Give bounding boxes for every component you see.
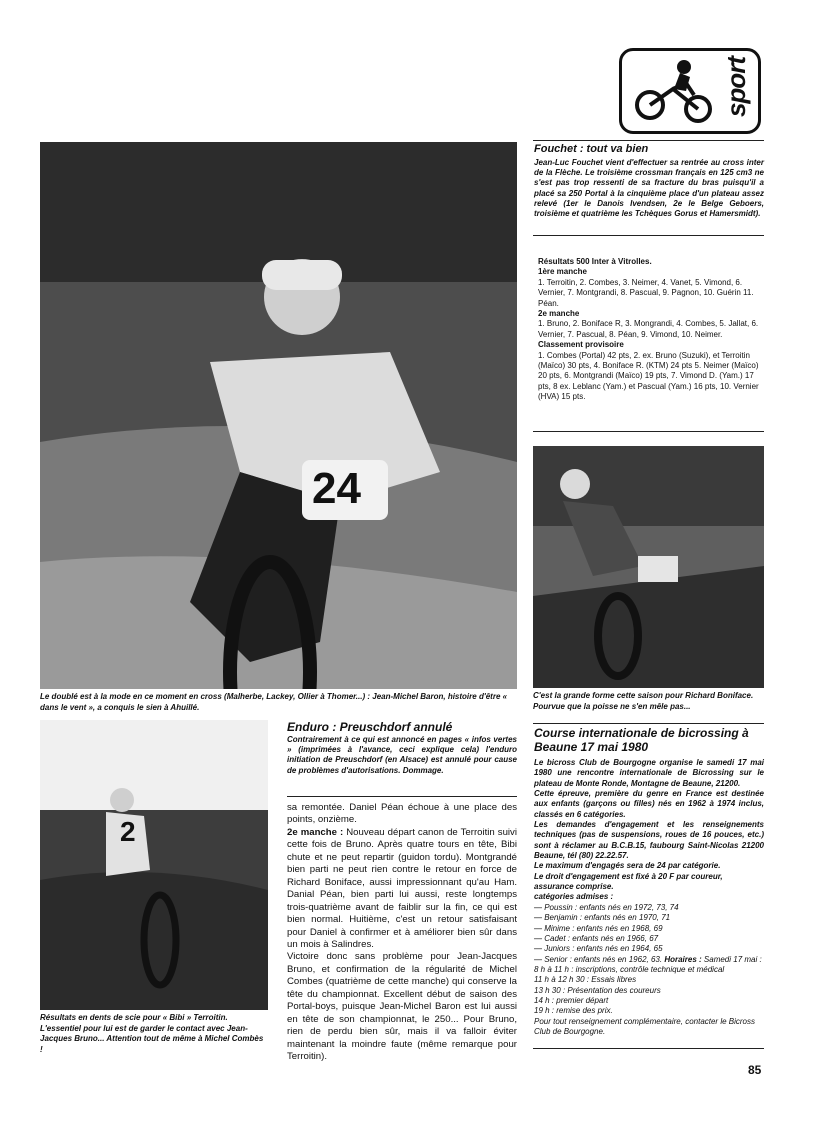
category-item: — Poussin : enfants nés en 1972, 73, 74: [534, 902, 679, 912]
category-item: — Juniors : enfants nés en 1964, 65: [534, 944, 663, 954]
logo-text: sport: [721, 57, 751, 117]
schedule-item: 19 h : remise des prix.: [534, 1006, 613, 1016]
bicross-body: [534, 758, 764, 1037]
bicross-title: Course internationale de bicrossing à Beaune 17 mai 1980: [534, 726, 749, 754]
divider: [533, 235, 764, 236]
results-box: [538, 257, 764, 403]
results-standing-title: Classement provisoire: [538, 340, 624, 350]
right-photo-caption: C'est la grande forme cette saison pour Richard Boniface. Pourvue que la poisse ne s'en mêle pas...: [533, 691, 754, 711]
motocross-rider-icon: [628, 55, 718, 129]
divider: [533, 1048, 764, 1049]
small-photo-caption: Résultats en dents de scie pour « Bibi » Terroitin. L'essentiel pour lui est de garder le contact avec Jean-Jacques Bruno... Attention tout de même à Michel Combès !: [40, 1013, 264, 1054]
right-photo: [533, 446, 764, 688]
category-item: — Senior : enfants nés en 1962, 63.: [534, 954, 663, 964]
round2-label: 2e manche :: [287, 826, 344, 838]
category-item: — Benjamin : enfants nés en 1970, 71: [534, 913, 671, 923]
bicross-paragraph: Le droit d'engagement est fixé à 20 F par coureur, assurance comprise.: [534, 871, 723, 892]
enduro-text: Contrairement à ce qui est annoncé en pages « infos vertes » (imprimées à l'avance, ceci explique cela) l'enduro initiation de Preuschdorf (en Alsace) est annulé pour cause de problèmes d'autorisations. Dommage.: [287, 735, 517, 775]
bicross-paragraph: Le maximum d'engagés sera de 24 par catégorie.: [534, 861, 721, 871]
divider: [287, 796, 517, 797]
bicross-paragraph: Cette épreuve, première du genre en France est destinée aux enfants (garçons ou filles) nés en 1962 à 1974 inclus, classés en 6 catégories.: [534, 789, 764, 819]
article-paragraph: [287, 827, 517, 952]
article-body: [287, 802, 517, 1064]
enduro-title: Enduro : Preuschdorf annulé: [287, 720, 453, 734]
article-paragraph: sa remontée. Daniel Péan échoue à une place des points, onzième.: [287, 802, 517, 826]
race-number: 2: [120, 816, 136, 847]
main-photo-caption: Le doublé est à la mode en ce moment en cross (Malherbe, Lackey, Ollier à Thomer...) : Jean-Michel Baron, histoire d'être « dans le vent », a conquis le sien à Ahuillé.: [40, 692, 508, 712]
bicross-paragraph: catégories admises :: [534, 892, 614, 902]
schedule-item: 14 h : premier départ: [534, 995, 609, 1005]
schedule-item: 11 h à 12 h 30 : Essais libres: [534, 975, 637, 985]
schedule-item: 13 h 30 : Présentation des coureurs: [534, 985, 661, 995]
category-item: — Minime : enfants nés en 1968, 69: [534, 923, 663, 933]
fouchet-text: Jean-Luc Fouchet vient d'effectuer sa rentrée au cross inter de la Flèche. Le troisième crossman français en 125 cm3 ne s'est pas trop ressenti de sa fracture du bras puisqu'il a placé sa 250 Portal à la cinquième place d'un plateau assez relevé (1er le Danois Ivendsen, 2e le Belge Geboers, troisième et quatrième les Tchèques Gorus et Hamersmidt).: [534, 158, 764, 219]
fouchet-title: Fouchet : tout va bien: [534, 143, 649, 155]
category-item: — Cadet : enfants nés en 1966, 67: [534, 933, 659, 943]
page-number: 85: [748, 1063, 762, 1077]
results-round1-text: 1. Terroitin, 2. Combes, 3. Neimer, 4. Vanet, 5. Vimond, 6. Vernier, 7. Montgrandi, 8. Pascual, 9. Pagnon, 10. Guérin 11. Péan.: [538, 277, 754, 308]
contact-text: Pour tout renseignement complémentaire, contacter le Bicross Club de Bourgogne.: [534, 1016, 755, 1036]
results-round1-title: 1ère manche: [538, 267, 587, 277]
bicross-paragraph: Les demandes d'engagement et les renseignements techniques (pas de suspensions, roues de 16 pouces, etc.) sont à réclamer au B.C.B.15, faubourg Saint-Nicolas 21200 Beaune, tél (80) 22.22.57.: [534, 820, 764, 861]
sport-logo: [619, 48, 761, 134]
small-photo: [40, 720, 268, 1010]
results-round2-text: 1. Bruno, 2. Boniface R, 3. Mongrandi, 4. Combes, 5. Jallat, 6. Vernier, 7. Pascual, 8. Péan, 9. Vimond, 10. Neimer.: [538, 319, 759, 339]
main-photo: [40, 142, 517, 689]
hours-label: Horaires :: [664, 954, 702, 964]
divider: [533, 431, 764, 432]
results-round2-title: 2e manche: [538, 309, 580, 319]
round2-text: Nouveau départ canon de Terroitin suivi cette fois de Bruno. Après quatre tours en tête, Bibi chute et ne peut repartir (guidon tordu). Montgrandé bien parti ne peut rien contre le retour en force de Richard Boniface, aussi impressionnant qu'au Ham. Danial Péan, bien parti lui aussi, reste longtemps trois-quatrième avant de faiblir sur la fin, ce qui est bien normal. Huitième, c'est un retour satisfaisant pour Daniel à confirmer et à améliorer bien sûr dans un mois à Salindres.: [287, 826, 517, 950]
results-standing-text: 1. Combes (Portal) 42 pts, 2. ex. Bruno (Suzuki), et Terroitin (Maïco) 30 pts, 4. Boniface R. (KTM) 24 pts 5. Neimer (Maïco) 20 pts, 6. Montgrandi (Maïco) 19 pts, 7. Vimond D. (Yam.) 17 pts, 8 ex. Leblanc (Yam.) et Pascual (Yam.) 16 pts, 10. Vernier (HVA) 15 pts.: [538, 350, 759, 402]
race-number: 24: [312, 464, 361, 513]
hours-text: Samedi 17 mai : 8 h à 11 h : inscriptions, contrôle technique et médical: [534, 954, 762, 974]
category-item-with-hours: [534, 955, 764, 976]
divider: [533, 140, 764, 141]
bicross-paragraph: Le bicross Club de Bourgogne organise le samedi 17 mai 1980 une rencontre internationale de Bicrossing sur le plateau de Monte Ronde, Montagne de Beaune, 21200.: [534, 758, 764, 788]
divider: [533, 723, 764, 724]
article-paragraph: Victoire donc sans problème pour Jean-Jacques Bruno, et confirmation de la régularité de Michel Combes (quatrième de cette manche) qui conserve la tête du championnat. Excellent début de saison des Portal-boys, puisque Jean-Michel Baron est lui aussi en tête de son championnat, le 250... Pour Bruno, rien de perdu bien sûr, mais il va falloir éviter maintenant la moindre faute (même remarque pour Terroitin).: [287, 951, 517, 1063]
results-title: Résultats 500 Inter à Vitrolles.: [538, 257, 652, 266]
